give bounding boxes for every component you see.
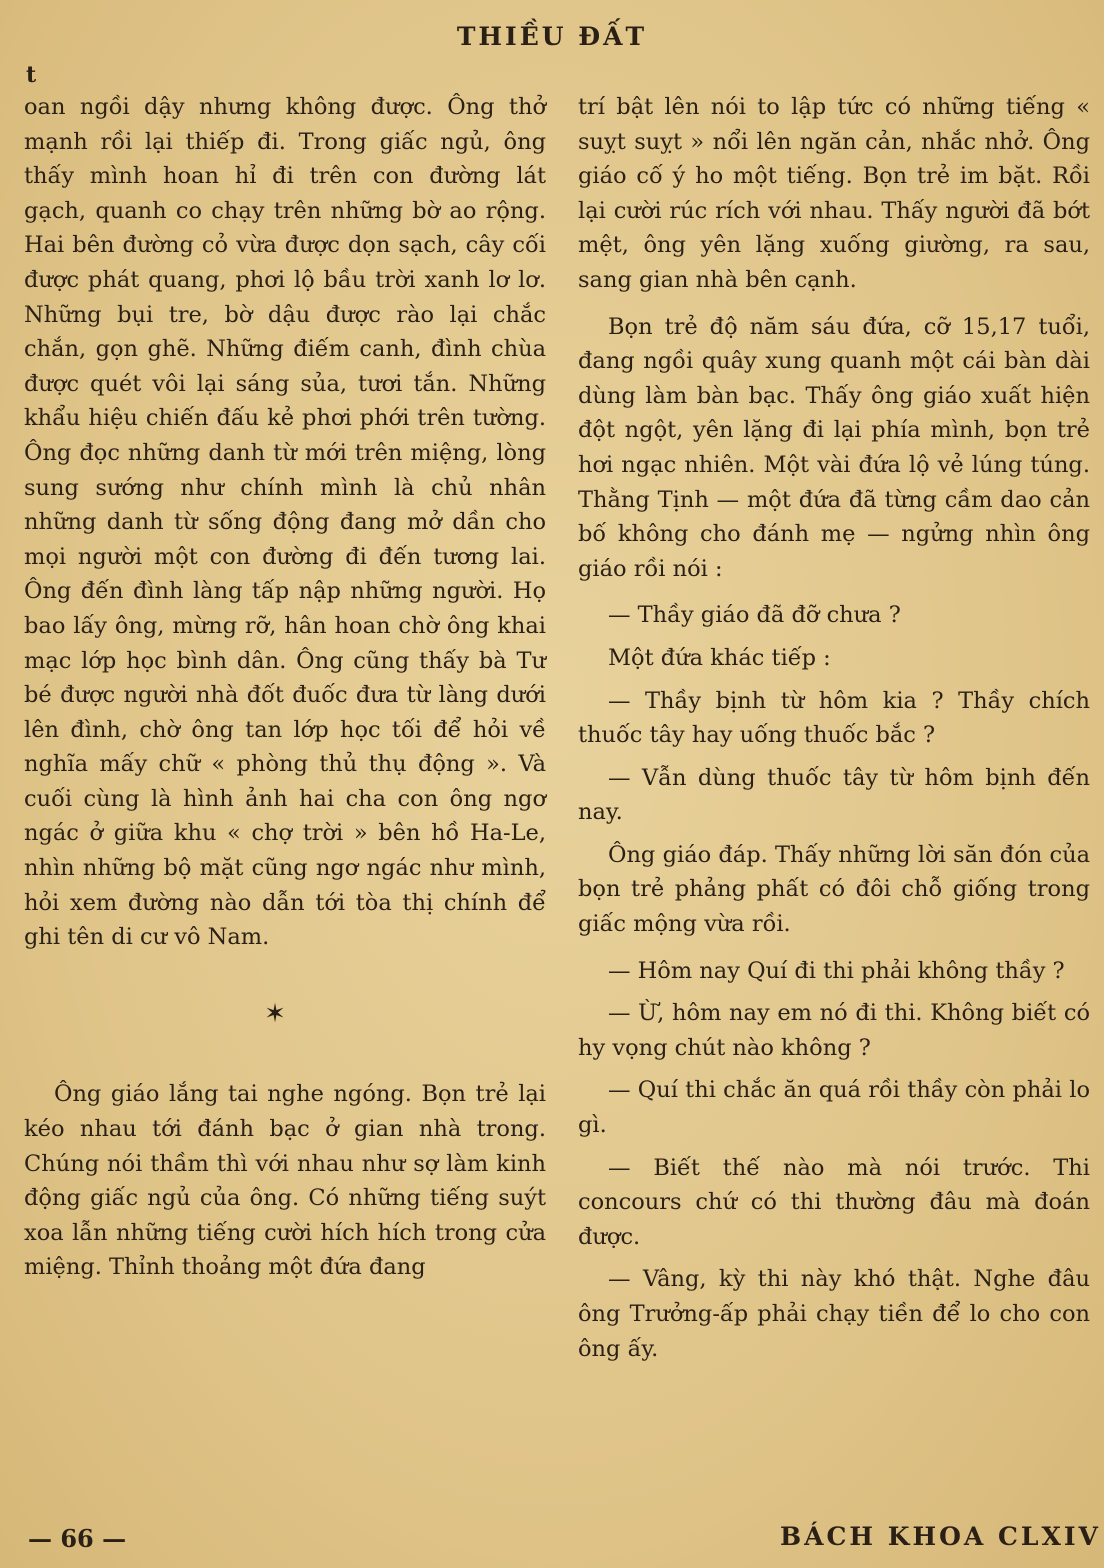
right-paragraph-1: trí bật lên nói to lập tức có những tiếng « suỵt suỵt » nổi lên ngăn cản, nhắc nhở. Ông giáo cố ý ho một tiếng. Bọn trẻ im bặt. Rồi lại cười rúc rích với nhau. Thấy người đã bớt mệt, ông yên lặng xuống giường, ra sau, sang gian nhà bên cạnh. xyxy=(578,94,1090,293)
left-paragraph-1: oan ngồi dậy nhưng không được. Ông thở mạnh rồi lại thiếp đi. Trong giấc ngủ, ông thấy mình hoan hỉ đi trên con đường lát gạch, quanh co chạy trên những bờ ao rộng. Hai bên đường cỏ vừa được dọn sạch, cây cối được phát quang, phơi lộ bầu trời xanh lơ lơ. Những bụi tre, bờ dậu được rào lại chắc chắn, gọn ghẽ. Những điếm canh, đình chùa được quét vôi lại sáng sủa, tươi tắn. Những khẩu hiệu chiến đấu kẻ phơi phới trên tường. Ông đọc những danh từ mới trên miệng, lòng sung sướng như chính mình là chủ nhân những danh từ sống động đang mở dần cho mọi người một con đường đi đến tương lai. Ông đến đình làng tấp nập những người. Họ bao lấy ông, mừng rỡ, hân hoan chờ ông khai mạc lớp học bình dân. Ông cũng thấy bà Tư bé được người nhà đốt đuốc đưa từ làng dưới lên đình, chờ ông tan lớp học tối để hỏi về nghĩa mấy chữ « phòng thủ thụ động ». Và cuối cùng là hình ảnh hai cha con ông ngơ ngác ở giữa khu « chợ trời » bên hồ Ha-Le, nhìn những bộ mặt cũng ngơ ngác như mình, hỏi xem đường nào dẫn tới tòa thị chính để ghi tên di cư vô Nam. xyxy=(24,94,546,951)
page-number: — 66 — xyxy=(28,1524,127,1553)
publication-name: BÁCH KHOA CLXIV xyxy=(780,1522,1101,1551)
page-header: THIỀU ĐẤT xyxy=(456,22,648,51)
left-column xyxy=(24,90,546,1297)
right-paragraph-3: Ông giáo đáp. Thấy những lời săn đón của bọn trẻ phảng phất có đôi chỗ giống trong giấc mộng vừa rồi. xyxy=(578,841,1090,938)
section-separator: ✶ xyxy=(264,998,286,1029)
right-paragraph-2: Bọn trẻ độ năm sáu đứa, cỡ 15,17 tuổi, đang ngồi quây xung quanh một cái bàn dài dùng làm bàn bạc. Thấy ông giáo xuất hiện đột ngột, yên lặng đi lại phía mình, bọn trẻ hơi ngạc nhiên. Một vài đứa lộ vẻ lúng túng. Thằng Tịnh — một đứa đã từng cầm dao cản bố không cho đánh mẹ — ngửng nhìn ông giáo rồi nói : xyxy=(578,313,1090,582)
right-column xyxy=(578,90,1090,1374)
dialog-line-9: — Vâng, kỳ thi này khó thật. Nghe đâu ông Trưởng-ấp phải chạy tiền để lo cho con ông ấy. xyxy=(578,1266,1090,1362)
dialog-line-4: — Vẫn dùng thuốc tây từ hôm bịnh đến nay. xyxy=(578,764,1090,826)
dialog-line-5: — Hôm nay Quí đi thi phải không thầy ? xyxy=(608,957,1065,984)
dialog-line-7: — Quí thi chắc ăn quá rồi thầy còn phải lo gì. xyxy=(578,1077,1090,1139)
dialog-line-1: — Thầy giáo đã đỡ chưa ? xyxy=(608,602,901,629)
dialog-line-2: Một đứa khác tiếp : xyxy=(608,644,831,671)
dialog-line-3: — Thầy bịnh từ hôm kia ? Thầy chích thuốc tây hay uống thuốc bắc ? xyxy=(578,687,1090,749)
dialog-line-6: — Ừ, hôm nay em nó đi thi. Không biết có hy vọng chút nào không ? xyxy=(578,1000,1090,1061)
left-paragraph-2: Ông giáo lắng tai nghe ngóng. Bọn trẻ lại kéo nhau tới đánh bạc ở gian nhà trong. Chúng nói thầm thì với nhau như sợ làm kinh động giấc ngủ của ông. Có những tiếng suýt xoa lẫn những tiếng cười hích hích trong cửa miệng. Thỉnh thoảng một đứa đang xyxy=(24,1081,546,1281)
stray-mark: t xyxy=(26,62,37,88)
dialog-line-8: — Biết thế nào mà nói trước. Thi concours chứ có thi thường đâu mà đoán được. xyxy=(578,1154,1090,1250)
